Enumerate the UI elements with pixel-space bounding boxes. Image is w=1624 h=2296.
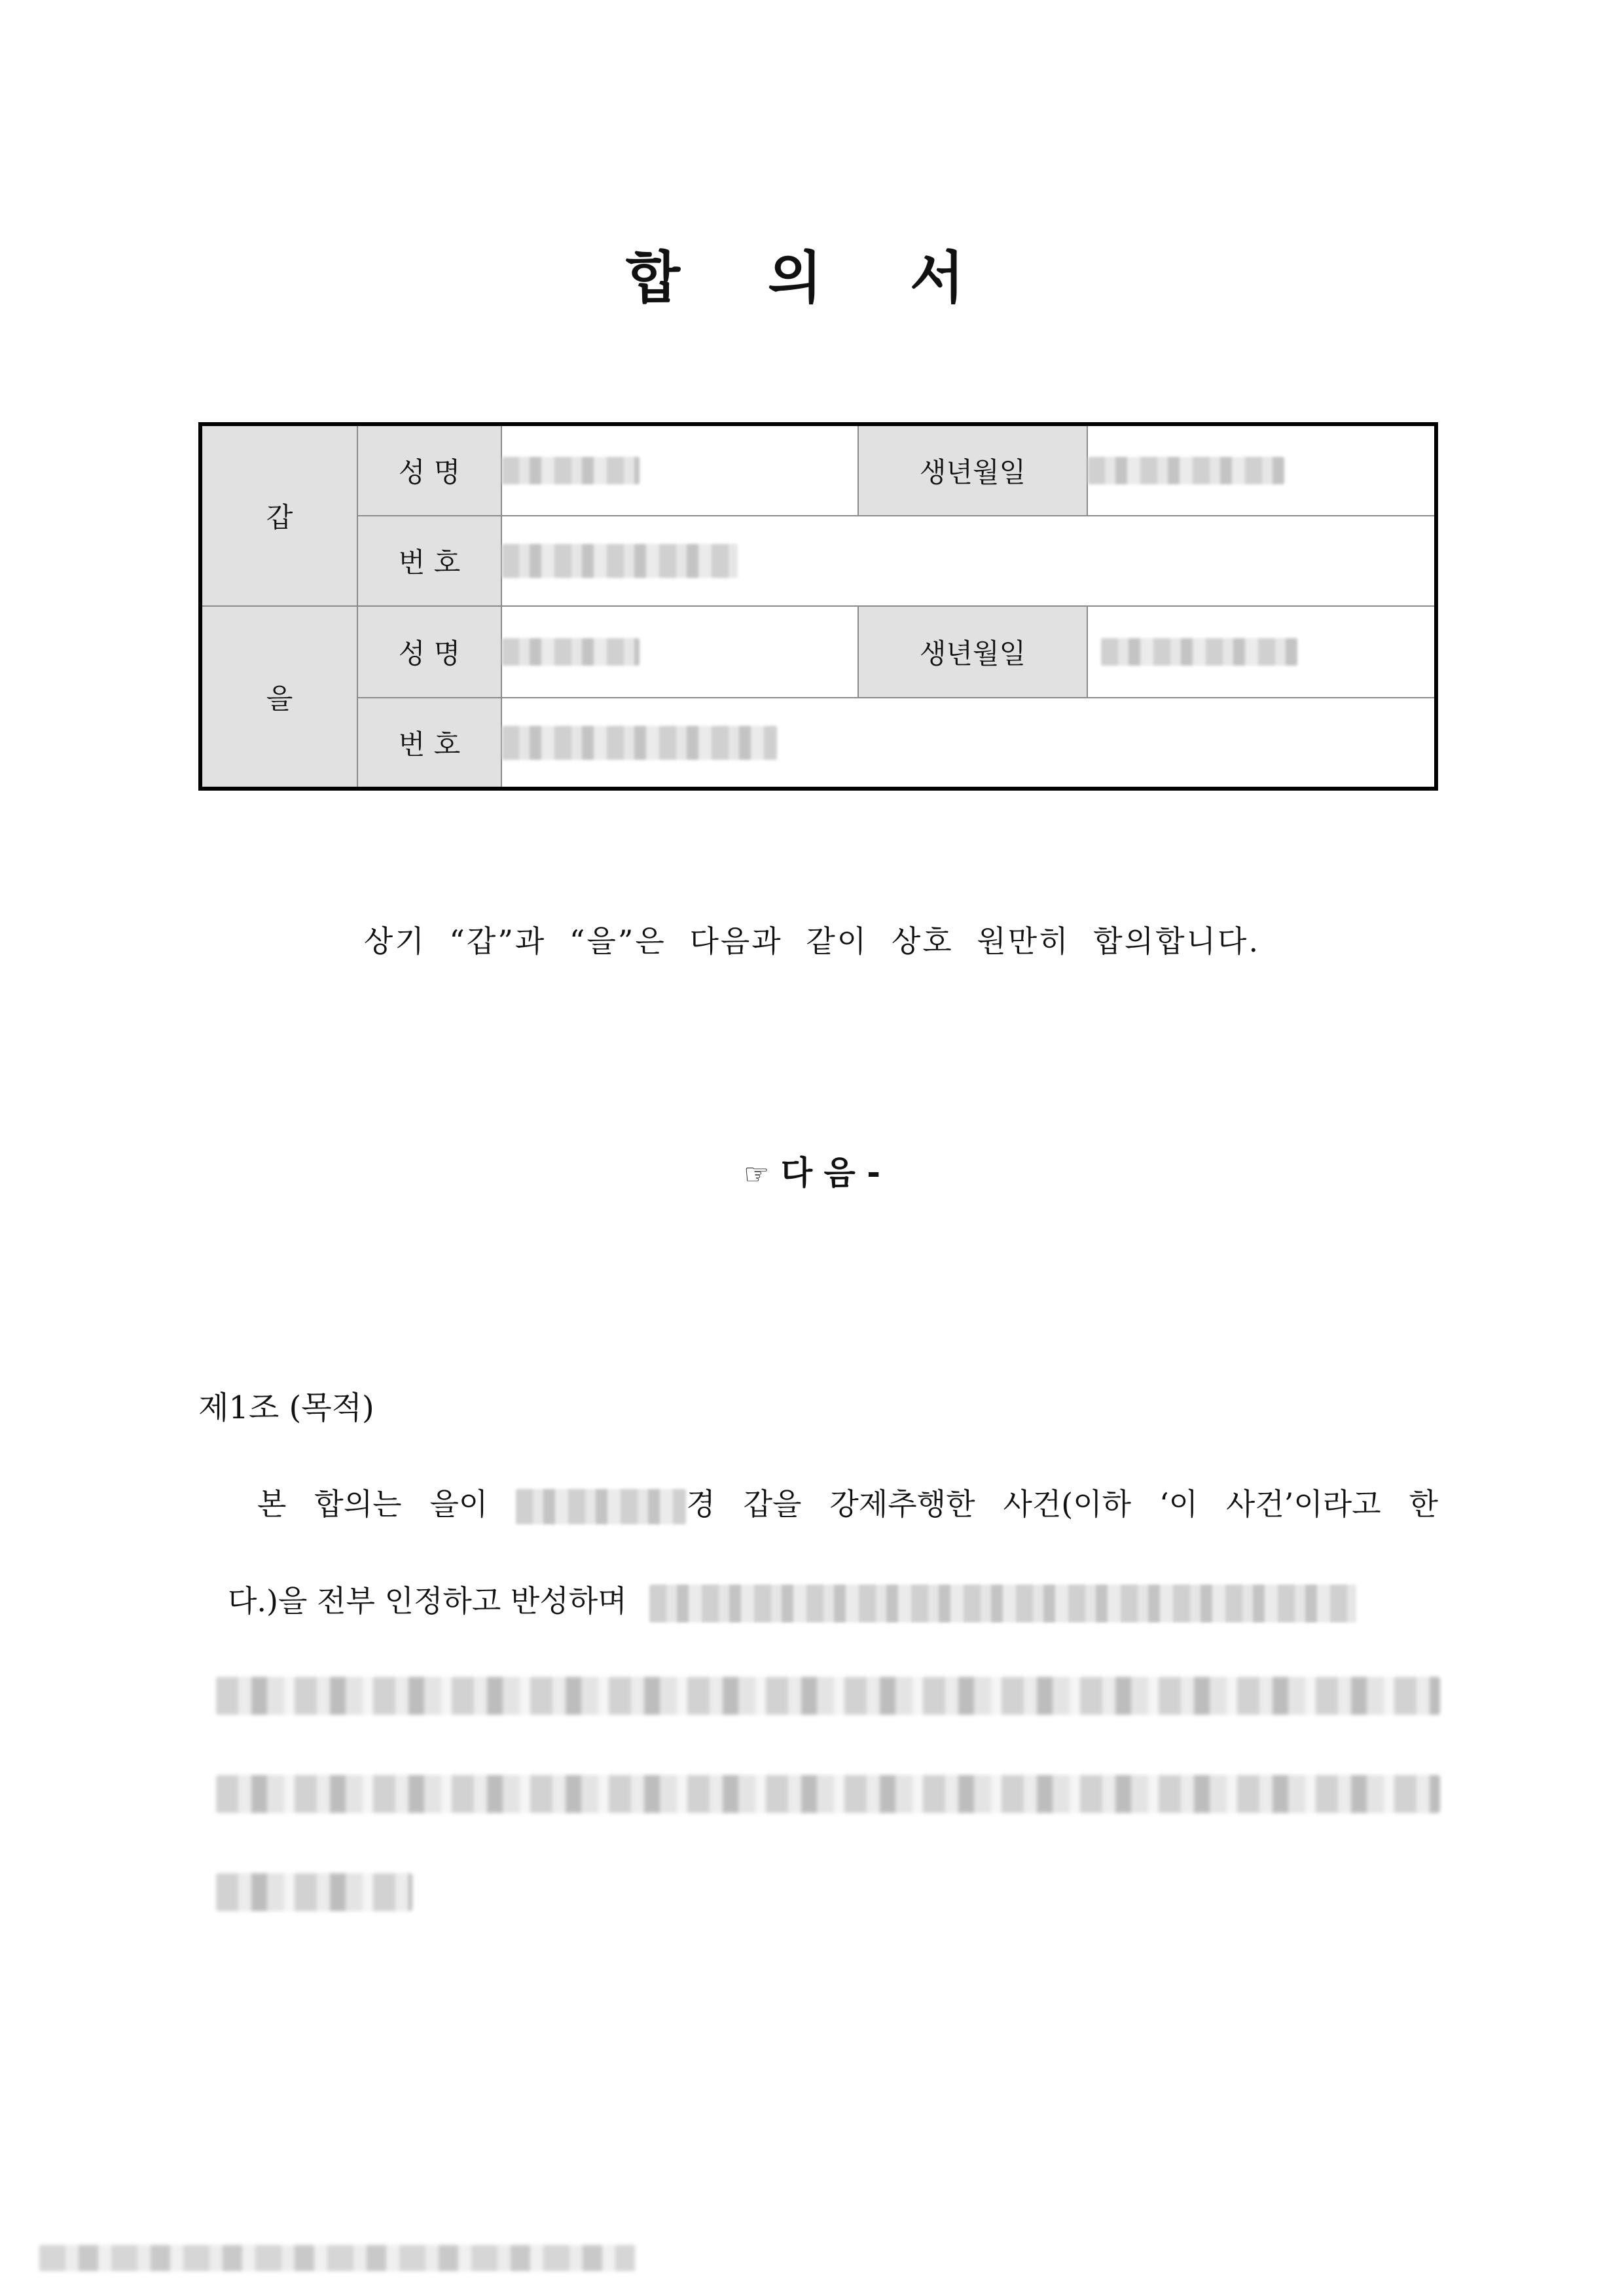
article-1-line-1 [198,1480,1438,1524]
redacted-text [649,1585,1356,1623]
party-eul-number-value [501,698,1436,789]
party-gap-birth-value [1087,424,1436,516]
party-eul-name-value [501,606,858,698]
redacted-date [516,1489,686,1524]
party-eul-number-label: 번 호 [357,698,501,789]
redacted-footer [39,2245,635,2271]
party-gap-birth-label: 생년월일 [858,424,1087,516]
party-gap-name-value [501,424,858,516]
section-heading [0,1147,1624,1194]
party-gap-label: 갑 [200,424,357,606]
party-gap-name-label: 성 명 [357,424,501,516]
party-gap-number-value [501,516,1436,606]
party-eul-name-label: 성 명 [357,606,501,698]
pointing-hand-icon: ☞ [743,1158,770,1191]
intro-text: 상기 “갑”과 “을”은 다음과 같이 상호 원만히 합의합니다. [363,924,1261,959]
article-1-line-1-start: 본 합의는 을이 [257,1486,488,1522]
article-1-title: 제1조 (목적) [198,1390,374,1426]
redacted-line [216,1775,1440,1813]
article-1-line-2-start: 다.)을 전부 인정하고 반성하며 [228,1583,627,1619]
party-eul-label: 을 [200,606,357,789]
section-heading-text: 다 음 - [780,1154,881,1192]
party-eul-birth-value [1087,606,1436,698]
article-1-line-1-end: 경 갑을 강제추행한 사건(이하 ‘이 사건’이라고 한 [686,1486,1438,1522]
party-gap-number-label: 번 호 [357,516,501,606]
redacted-line [216,1873,412,1911]
party-eul-birth-label: 생년월일 [858,606,1087,698]
redacted-line [216,1677,1440,1715]
document-title: 합 의 서 [625,245,999,311]
parties-table [198,422,1438,791]
article-1-line-2 [198,1577,1468,1623]
